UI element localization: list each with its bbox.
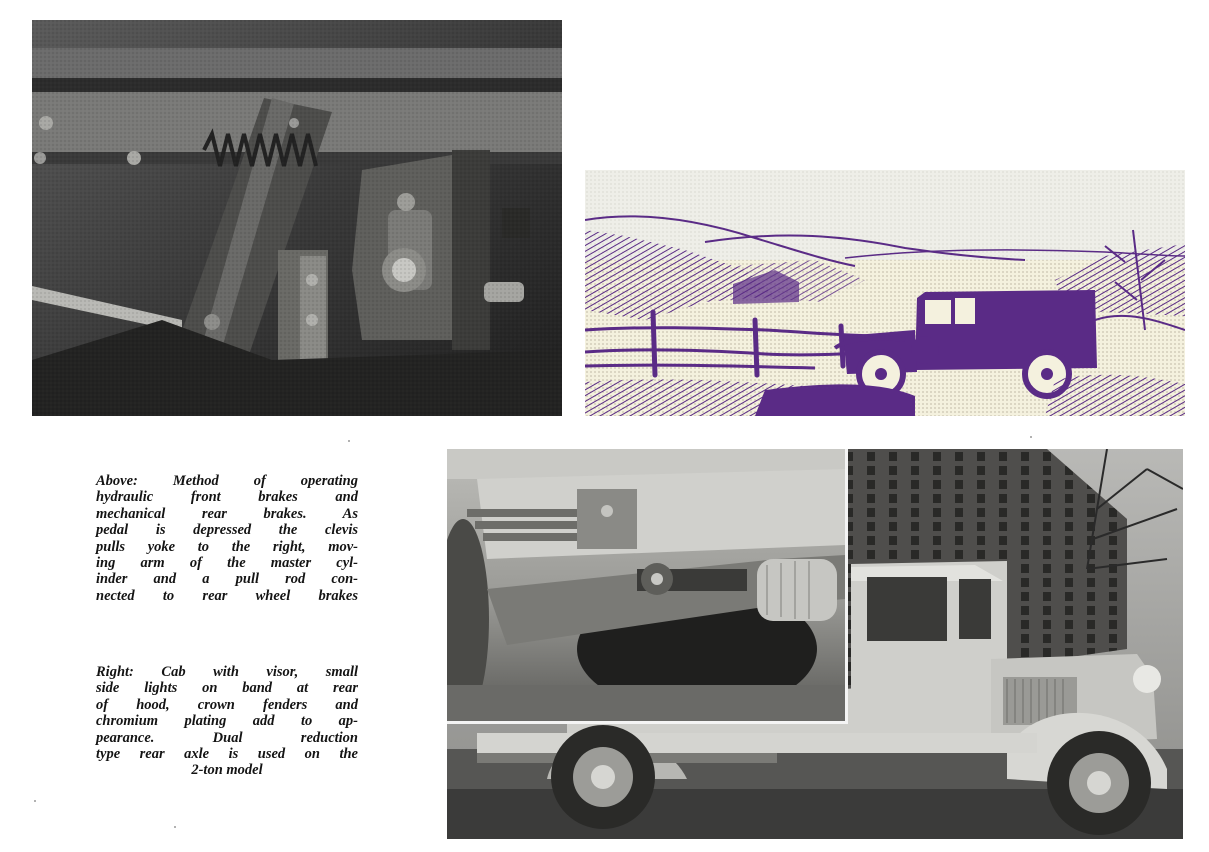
caption-right (96, 664, 358, 779)
paper-speck (174, 826, 176, 828)
caption-line: hydraulic front brakes and (96, 489, 358, 506)
caption-line: pulls yoke to the right, mov- (96, 538, 358, 555)
caption-line: pearance. Dual reduction (96, 729, 358, 746)
caption-line: pedal is depressed the clevis (96, 522, 358, 539)
brake-mechanism-photo (32, 20, 562, 416)
paper-speck (1030, 436, 1032, 438)
paper-speck (348, 440, 350, 442)
caption-line: of hood, crown fenders and (96, 696, 358, 713)
caption-above (96, 473, 358, 604)
caption-line: type rear axle is used on the (96, 746, 358, 763)
rear-axle-inset-photo (447, 449, 848, 724)
caption-line: Above: Method of operating (96, 473, 358, 489)
caption-line: chromium plating add to ap- (96, 713, 358, 730)
caption-line: ing arm of the master cyl- (96, 555, 358, 572)
paper-speck (34, 800, 36, 802)
caption-line: Right: Cab with visor, small (96, 664, 358, 680)
caption-line: mechanical rear brakes. As (96, 505, 358, 522)
caption-line: 2-ton model (191, 762, 263, 779)
caption-line: side lights on band at rear (96, 680, 358, 697)
caption-line: nected to rear wheel brakes (96, 587, 358, 604)
caption-line: inder and a pull rod con- (96, 571, 358, 588)
delivery-van-illustration (585, 170, 1185, 416)
